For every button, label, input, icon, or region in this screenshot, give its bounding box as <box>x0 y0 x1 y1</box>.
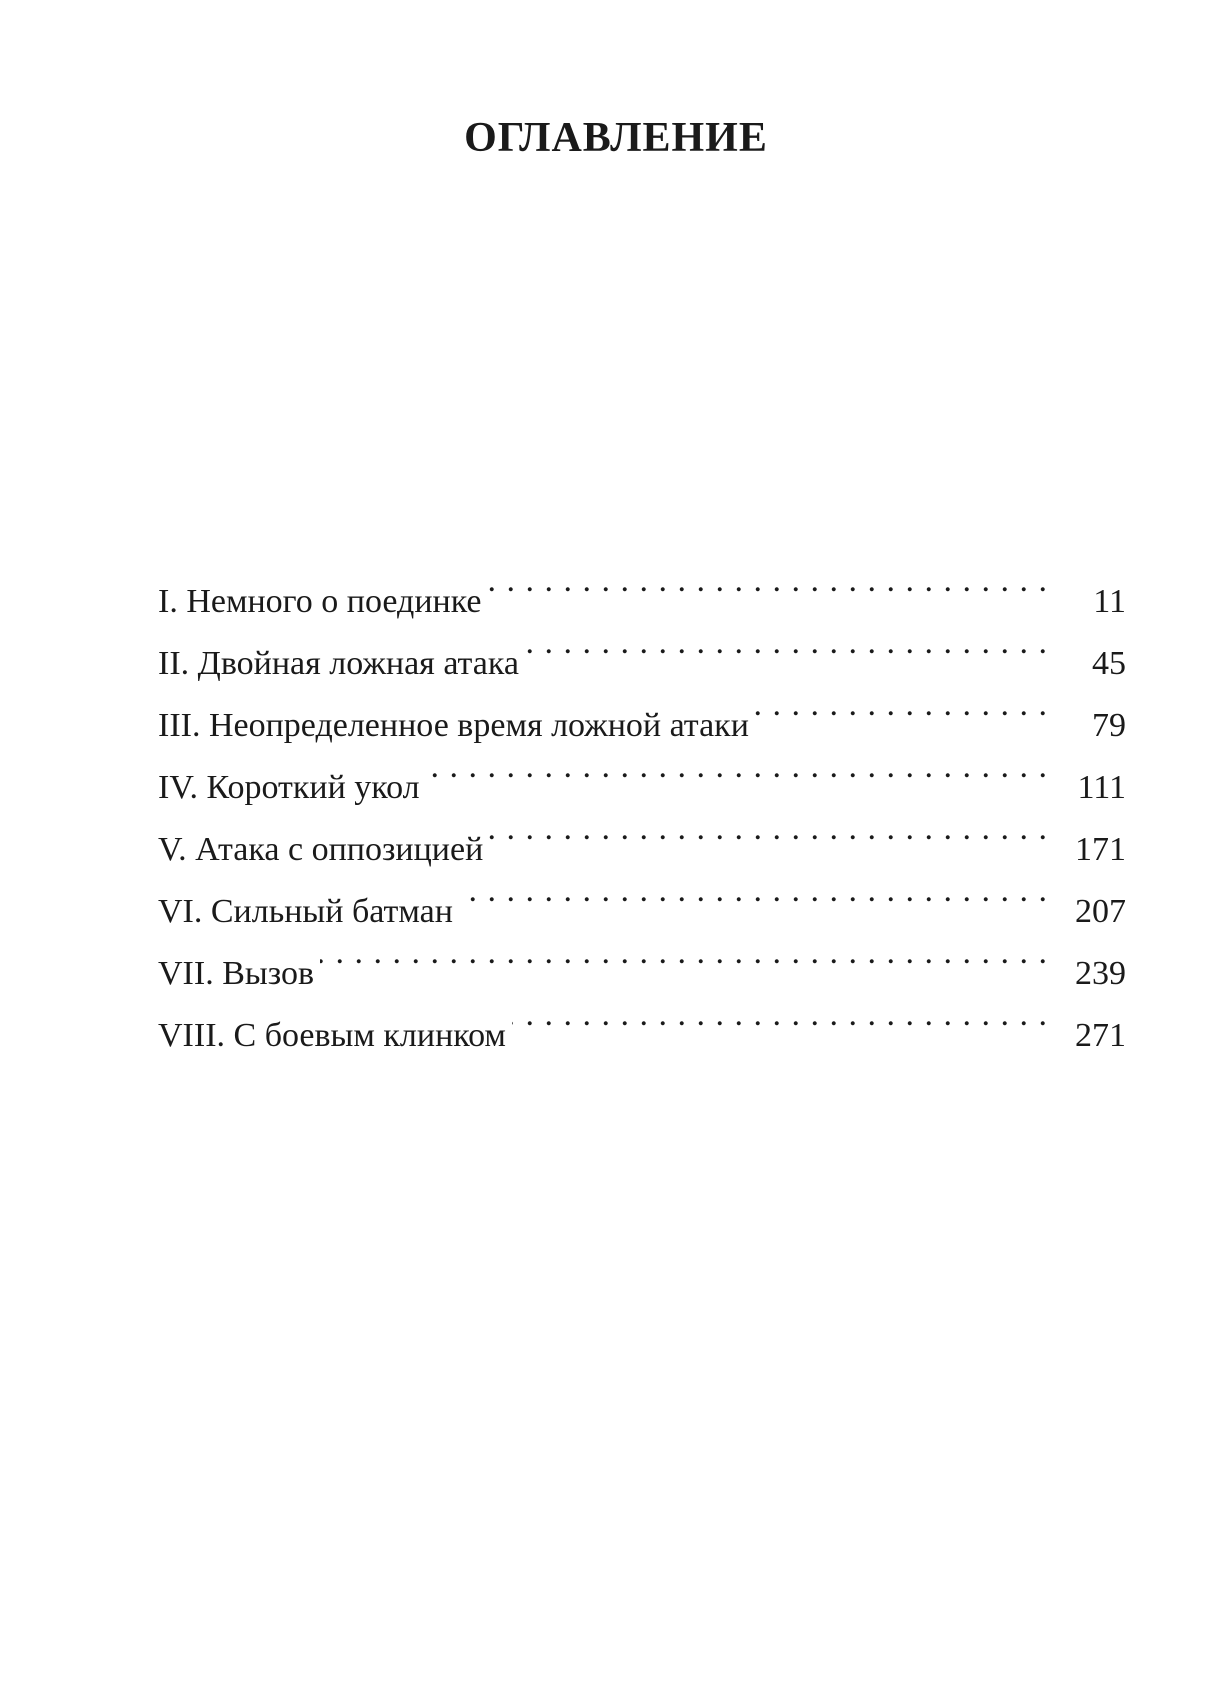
toc-entry-page-number: 271 <box>1075 1017 1126 1054</box>
dot-leader <box>459 860 1048 922</box>
toc-entry-page-number: 111 <box>1077 769 1126 806</box>
toc-entry-page-number: 45 <box>1092 645 1126 682</box>
dot-leader <box>512 984 1048 1046</box>
dot-leader <box>426 736 1048 798</box>
toc-entry-label: II. Двойная ложная атака <box>158 645 519 682</box>
dot-leader <box>320 922 1048 984</box>
toc-entry-label: I. Немного о поединке <box>158 583 482 620</box>
toc-entry[interactable] <box>158 550 1126 620</box>
toc-entry-page-number: 79 <box>1092 707 1126 744</box>
toc-entry-page-number: 11 <box>1093 583 1126 620</box>
toc-entry-label: III. Неопределенное время ложной атаки <box>158 707 749 744</box>
dot-leader <box>525 612 1048 674</box>
toc-entry-page-number: 171 <box>1075 831 1126 868</box>
toc-entry-label: VII. Вызов <box>158 955 315 992</box>
toc-entry-label: VIII. С боевым клинком <box>158 1017 506 1054</box>
dot-leader <box>489 798 1048 860</box>
toc-entry-label: IV. Короткий укол <box>158 769 420 806</box>
table-of-contents <box>158 550 1126 1054</box>
dot-leader <box>487 550 1048 612</box>
toc-entry-label: VI. Сильный батман <box>158 893 453 930</box>
dot-leader <box>755 674 1048 736</box>
toc-entry-page-number: 207 <box>1075 893 1126 930</box>
page-title: ОГЛАВЛЕНИЕ <box>464 115 768 162</box>
toc-entry-page-number: 239 <box>1075 955 1126 992</box>
toc-entry-label: V. Атака с оппозицией <box>158 831 484 868</box>
